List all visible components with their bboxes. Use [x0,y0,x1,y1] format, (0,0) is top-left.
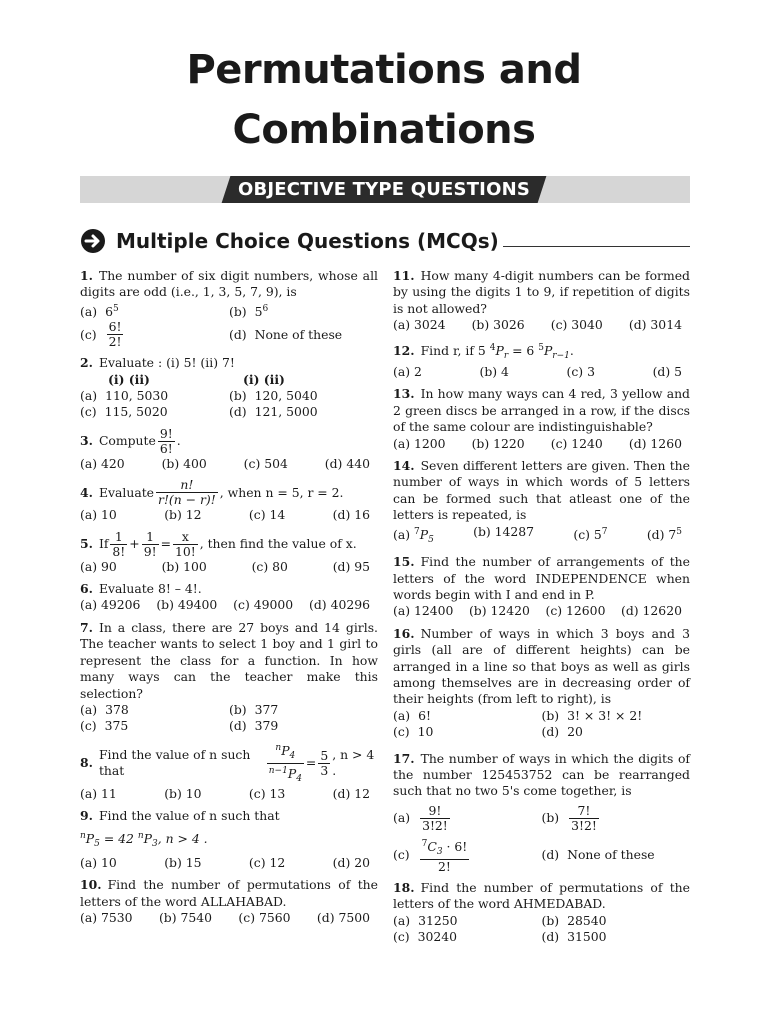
section-rule [503,246,690,247]
option-c: (c) 10 [393,724,434,740]
option-b: (b) 14287 [473,523,535,539]
question-5: 5. If $\frac{1}{8!}$ + $\frac{1}{9!}$ = $\frac{x}{10!}$ , then find the value of x. (a) 90 (b) 100 (c) 80 (d) 95 [80,528,370,574]
option-b: (b) 12420 [468,603,530,619]
option-d: (d) 12 [332,785,370,801]
option-a: (a) 420 [80,455,125,471]
option-c: (c) 504 [243,455,288,471]
option-d: (d) 12620 [621,603,682,619]
option-b: (b) 3! × 3! × 2! [541,707,643,723]
option-a: (a) 6! [393,707,431,723]
option-a: (a) $^7P_5$ [393,526,434,545]
option-a: (a) 11 [80,785,117,801]
option-b: (b) 28540 [541,912,607,928]
option-a: (a) 31250 [393,912,458,928]
banner-label: OBJECTIVE TYPE QUESTIONS [237,179,531,200]
option-d: (d) 7500 [316,910,370,926]
option-a: (a) 12400 [393,603,454,619]
option-c: (c) 30240 [393,929,458,944]
option-d: (d) 379 [229,718,279,734]
option-b: (b) 377 [229,701,279,717]
option-b: (b) 10 [164,785,202,801]
option-d: (d) 121, 5000 [229,404,318,420]
right-column [393,268,690,951]
option-d: (d) 3014 [628,317,682,333]
option-d: (d) 20 [332,854,370,870]
question-11: 11. How many 4-digit numbers can be formed by using the digits 1 to 9, if repetition of digits is not allowed? (a) 3024 (b) 3026 (c) 3040 (d) 3014 [393,268,690,333]
option-d: (d) $7^5$ [646,526,682,542]
arrow-circle-icon [80,228,106,254]
option-c: (c) 12 [248,854,286,870]
option-a: (a) 7530 [80,910,133,926]
option-b: (b) 49400 [156,597,218,613]
option-c: (c) 115, 5020 [80,404,168,420]
question-3: 3. Compute $\frac{9!}{6!}$ . (a) 420 (b) 400 (c) 504 (d) 440 [80,425,370,471]
option-b: (b) 7540 [158,910,213,926]
question-14: 14. Seven different letters are given. Then the number of ways in which words of 5 letters can be formed such that atleast one of the letters is repeated, is (a) $^7P_5$ (b) 14287 (c) $5^7$ (d) $7^5$ [393,458,690,548]
question-12: 12. Find r, if 5 $^4P_r = 6$ $^5P_{r-1}$. (a) 2 (b) 4 (c) 3 (d) 5 [393,342,682,380]
question-9: 9. Find the value of n such that $^nP_5 = 42$ $^nP_3$, n > 4 . (a) 10 (b) 15 (c) 12 (d) 20 [80,808,370,870]
option-b: (b) 400 [161,455,207,471]
option-d: (d) None of these [229,326,343,342]
option-c: (c) $5^7$ [573,526,608,542]
option-a: (a) 90 [80,558,117,574]
option-c: (c) 375 [80,718,129,734]
option-c: (c) $\frac{6!}{2!}$ [80,319,122,350]
option-b: (b) 100 [161,558,207,574]
option-c: (c) 12600 [545,603,606,619]
section-heading [80,226,690,256]
option-a: (a) 10 [80,507,117,523]
option-a: (a) 378 [80,701,129,717]
question-number: 1. [80,268,93,283]
question-10: 10. Find the number of permutations of the letters of the word ALLAHABAD. (a) 7530 (b) 7540 (c) 7560 (d) 7500 [80,877,378,926]
option-b: (b) $\frac{7!}{3!2!}$ [541,802,597,833]
question-15: 15. Find the number of arrangements of the letters of the word INDEPENDENCE when words begin with I and end in P. (a) 12400 (b) 12420 (c) 12600 (d) 12620 [393,554,690,619]
question-2: 2. Evaluate : (i) 5! (ii) 7! (i) (ii) (i) (ii) (a) 110, 5030 (b) 120, 5040 (c) 115, 5020 (d) 121, 5000 [80,355,378,421]
question-16: 16. Number of ways in which 3 boys and 3 girls (all are of different heights) can be arranged in a line so that boys as well as girls among themselves are in decreasing order of their heights (from left to right), is (a) 6! (b) 3! × 3! × 2! (c) 10 (d) 20 [393,625,690,740]
question-1 [80,268,378,349]
question-6: 6. Evaluate 8! – 4!. (a) 49206 (b) 49400 (c) 49000 (d) 40296 [80,581,370,613]
option-d: (d) 16 [332,507,370,523]
left-column [80,268,378,933]
question-text: Evaluate : (i) 5! (ii) 7! [98,355,235,371]
question-7: 7. In a class, there are 27 boys and 14 girls. The teacher wants to select 1 boy and 1 girl to represent the class for a function. In how many ways can the teacher make this selection? (a) 378 (b) 377 (c) 375 (d) 379 [80,619,378,734]
option-b: (b) 120, 5040 [229,388,318,404]
option-d: (d) 5 [652,364,682,380]
question-4: 4. Evaluate $\frac{n!}{r!(n - r)!}$ , when n = 5, r = 2. (a) 10 (b) 12 (c) 14 (d) 16 [80,477,370,523]
option-c: (c) 3 [566,364,595,380]
option-d: (d) 31500 [541,929,607,944]
option-a: (a) $\frac{9!}{3!2!}$ [393,802,448,833]
option-a: (a) 2 [393,364,422,380]
option-a: (a) 49206 [80,597,141,613]
question-17: 17. The number of ways in which the digits of the number 125453752 can be rearranged such that no two 5's come together, is (a) $\frac{9!}{3!2!}$ (b) $\frac{7!}{3!2!}$ (c) $\frac{^7C_3 \cdot 6!}{2!}$ (d) None of these [393,750,690,874]
option-c: (c) 3040 [550,317,603,333]
option-c: (c) 49000 [233,597,294,613]
option-b: (b) $5^6$ [229,303,269,319]
option-b: (b) 4 [479,364,509,380]
option-b: (b) 1220 [471,435,525,451]
option-a: (a) 10 [80,854,117,870]
option-d: (d) 40296 [309,597,370,613]
option-d: (d) 440 [324,455,370,471]
option-d: (d) 95 [332,558,370,574]
option-d: (d) None of these [541,847,655,863]
section-title: Multiple Choice Questions (MCQs) [116,229,499,253]
option-d: (d) 1260 [628,435,682,451]
question-13: 13. In how many ways can 4 red, 3 yellow and 2 green discs be arranged in a row, if the discs of the same colour are indistinguishable? (a) 1200 (b) 1220 (c) 1240 (d) 1260 [393,386,690,451]
option-c: (c) 80 [251,558,288,574]
option-c: (c) 13 [248,785,286,801]
option-b: (b) 15 [164,854,202,870]
option-c: (c) $\frac{^7C_3 \cdot 6!}{2!}$ [393,838,468,874]
option-a: (a) 1200 [393,435,446,451]
option-b: (b) 12 [164,507,202,523]
page-title-line-2: Combinations [232,107,536,153]
option-c: (c) 14 [248,507,286,523]
option-d: (d) 20 [541,724,583,740]
question-18: 18. Find the number of permutations of the letters of the word AHMEDABAD. (a) 31250 (b) 28540 (c) 30240 (d) 31500 [393,879,690,944]
option-a: (a) 3024 [393,317,446,333]
option-c: (c) 7560 [238,910,291,926]
option-b: (b) 3026 [471,317,525,333]
page-title-line-1: Permutations and [186,47,582,93]
option-a: (a) 110, 5030 [80,388,169,404]
option-c: (c) 1240 [550,435,603,451]
option-a: (a) $6^5$ [80,303,119,319]
question-8: 8. Find the value of n such that $\frac{^nP_4}{^{n-1}P_4}$ = $\frac{5}{3}$ , n > 4 . (a) 11 (b) 10 (c) 13 (d) 12 [80,742,375,801]
question-text: The number of six digit numbers, whose all digits are odd (i.e., 1, 3, 5, 7, 9), is [80,268,378,300]
